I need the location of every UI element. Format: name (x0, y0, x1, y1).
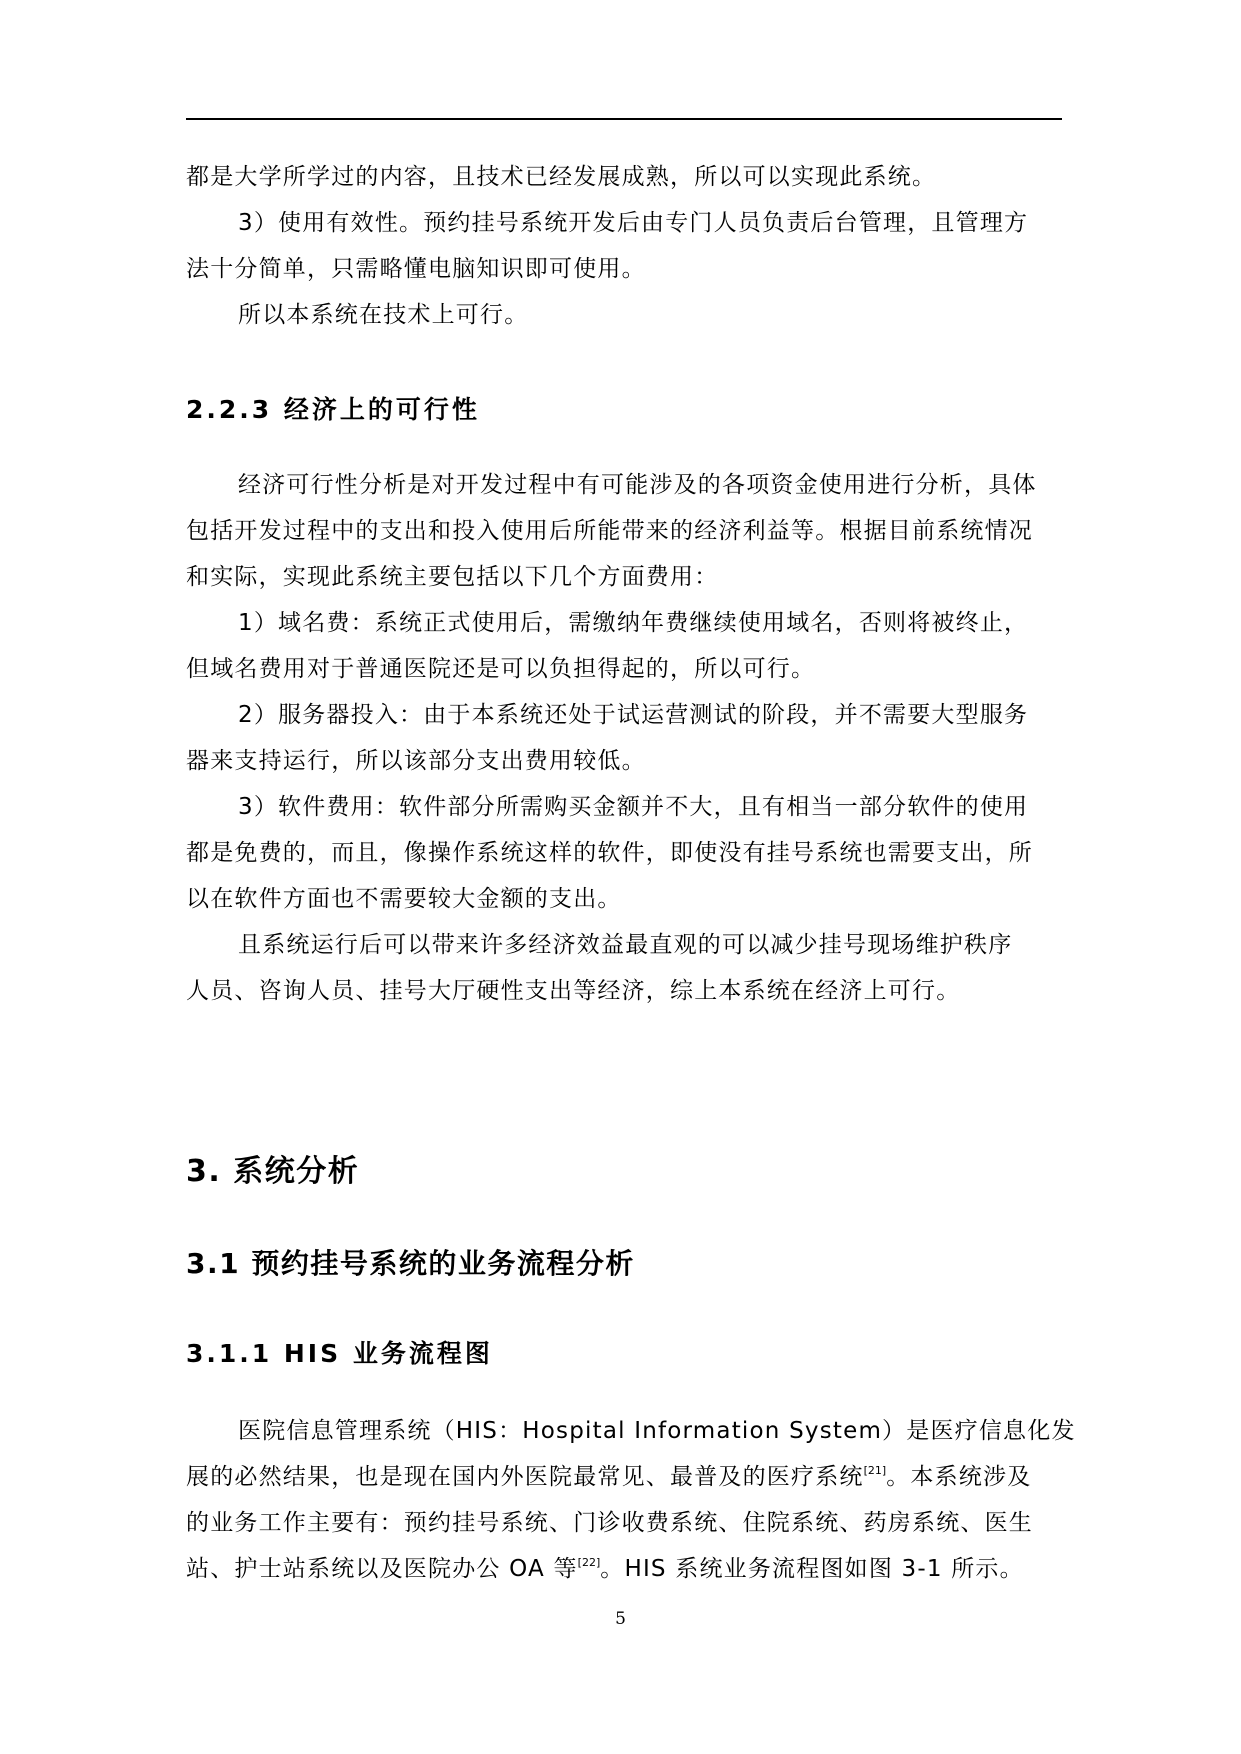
paragraph-line: 以在软件方面也不需要较大金额的支出。 (186, 886, 622, 912)
paragraph-line: 都是大学所学过的内容，且技术已经发展成熟，所以可以实现此系统。 (186, 164, 937, 190)
paragraph-line: 所以本系统在技术上可行。 (238, 302, 529, 328)
text-run: 站、护士站系统以及医院办公 OA 等 (186, 1556, 578, 1582)
paragraph-line: 经济可行性分析是对开发过程中有可能涉及的各项资金使用进行分析，具体 (238, 472, 1037, 498)
paragraph-line: 法十分简单，只需略懂电脑知识即可使用。 (186, 256, 646, 282)
text-run: 。本系统涉及 (886, 1464, 1032, 1490)
paragraph-line: 2）服务器投入：由于本系统还处于试运营测试的阶段，并不需要大型服务 (238, 702, 1029, 728)
text-run: 展的必然结果，也是现在国内外医院最常见、最普及的医疗系统 (186, 1464, 864, 1490)
paragraph-line: 包括开发过程中的支出和投入使用后所能带来的经济利益等。根据目前系统情况 (186, 518, 1033, 544)
text-run: 。HIS 系统业务流程图如图 3-1 所示。 (600, 1556, 1024, 1582)
paragraph-line: 且系统运行后可以带来许多经济效益最直观的可以减少挂号现场维护秩序 (238, 932, 1013, 958)
citation-ref: [21] (863, 1464, 887, 1477)
paragraph-line: 人员、咨询人员、挂号大厅硬性支出等经济，综上本系统在经济上可行。 (186, 978, 961, 1004)
header-rule (186, 118, 1062, 120)
page-number: 5 (615, 1609, 626, 1629)
paragraph-line: 3）使用有效性。预约挂号系统开发后由专门人员负责后台管理，且管理方 (238, 210, 1029, 236)
section-heading-3-1-1: 3.1.1 HIS 业务流程图 (186, 1339, 493, 1368)
paragraph-line: 但域名费用对于普通医院还是可以负担得起的，所以可行。 (186, 656, 816, 682)
paragraph-line: 的业务工作主要有：预约挂号系统、门诊收费系统、住院系统、药房系统、医生 (186, 1510, 1033, 1536)
paragraph-line: 都是免费的，而且，像操作系统这样的软件，即使没有挂号系统也需要支出，所 (186, 840, 1033, 866)
paragraph-line: 医院信息管理系统（HIS：Hospital Information System）是医疗信息化发 (238, 1418, 1076, 1444)
chapter-heading-3: 3. 系统分析 (186, 1154, 360, 1189)
paragraph-line: 和实际，实现此系统主要包括以下几个方面费用： (186, 564, 719, 590)
citation-ref: [22] (577, 1556, 601, 1569)
paragraph-line: 3）软件费用：软件部分所需购买金额并不大，且有相当一部分软件的使用 (238, 794, 1029, 820)
paragraph-line: 器来支持运行，所以该部分支出费用较低。 (186, 748, 646, 774)
section-heading-3-1: 3.1 预约挂号系统的业务流程分析 (186, 1247, 635, 1280)
paragraph-line: 1）域名费：系统正式使用后，需缴纳年费继续使用域名，否则将被终止， (238, 610, 1029, 636)
paragraph-line (186, 1548, 1066, 1591)
section-heading-2-2-3: 2.2.3 经济上的可行性 (186, 395, 480, 424)
paragraph-line (186, 1456, 1066, 1499)
